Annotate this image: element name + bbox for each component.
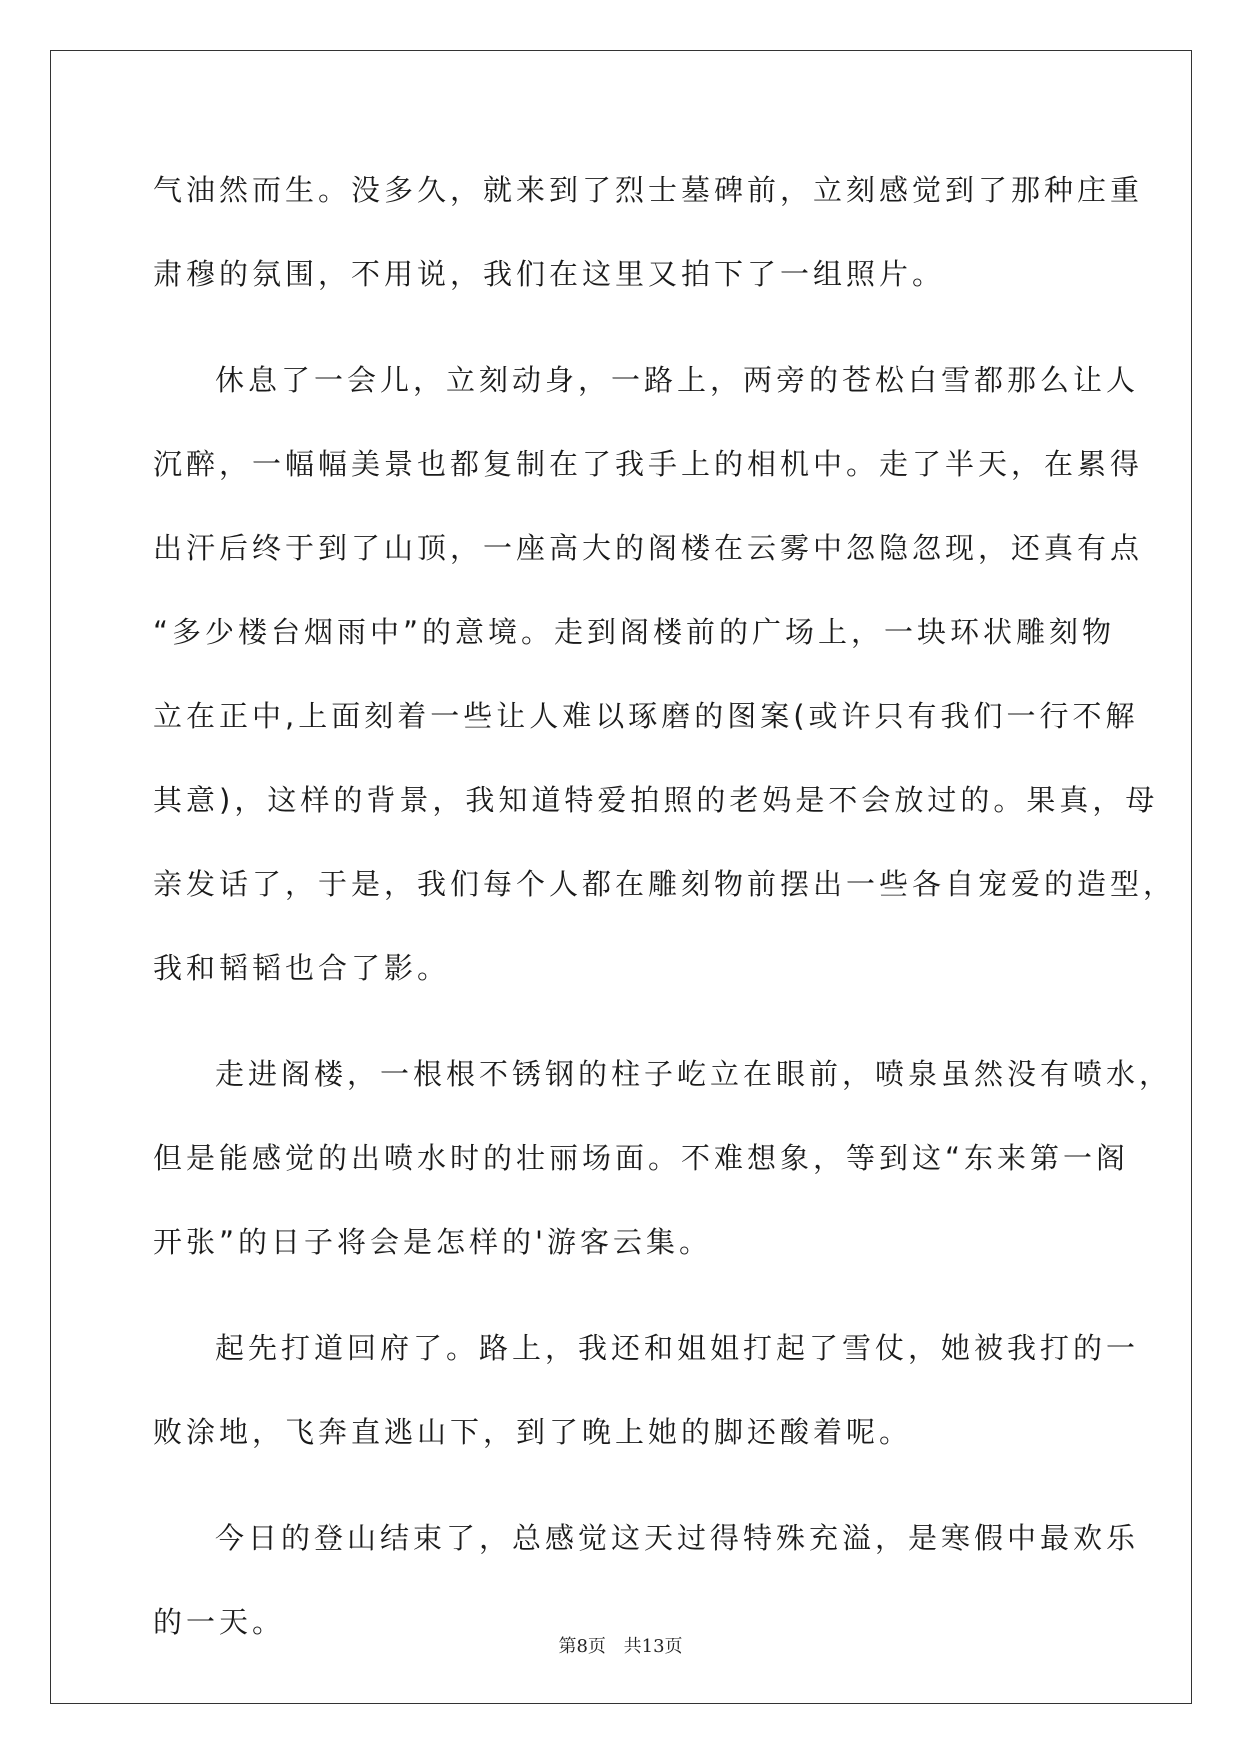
text-line: 出汗后终于到了山顶，一座高大的阁楼在云雾中忽隐忽现，还真有点 <box>153 531 1144 565</box>
text-line: 起先打道回府了。路上，我还和姐姐打起了雪仗，她被我打的一 <box>215 1331 1140 1365</box>
text-line: 我和韬韬也合了影。 <box>153 951 451 985</box>
text-line: 肃穆的氛围，不用说，我们在这里又拍下了一组照片。 <box>153 257 946 291</box>
text-line: 气油然而生。没多久，就来到了烈士墓碑前，立刻感觉到了那种庄重 <box>153 173 1144 207</box>
text-line: 败涂地，飞奔直逃山下，到了晚上她的脚还酸着呢。 <box>153 1415 913 1449</box>
paragraph-1 <box>153 148 1144 316</box>
text-line: 但是能感觉的出喷水时的壮丽场面。不难想象，等到这“东来第一阁 <box>153 1141 1130 1175</box>
text-line: 其意)，这样的背景，我知道特爱拍照的老妈是不会放过的。果真，母 <box>153 783 1159 817</box>
paragraph-3 <box>153 1032 1173 1284</box>
text-line: 的一天。 <box>153 1605 286 1639</box>
paragraph-4 <box>153 1306 1140 1474</box>
text-line: 走进阁楼，一根根不锈钢的柱子屹立在眼前，喷泉虽然没有喷水， <box>215 1057 1173 1091</box>
text-line: 今日的登山结束了，总感觉这天过得特殊充溢，是寒假中最欢乐 <box>215 1521 1140 1555</box>
paragraph-2 <box>153 338 1177 1010</box>
document-body <box>153 148 1177 1664</box>
text-line: 亲发话了，于是，我们每个人都在雕刻物前摆出一些各自宠爱的造型， <box>153 867 1177 901</box>
text-line: 沉醉，一幅幅美景也都复制在了我手上的相机中。走了半天，在累得 <box>153 447 1144 481</box>
text-line: 休息了一会儿，立刻动身，一路上，两旁的苍松白雪都那么让人 <box>215 363 1140 397</box>
text-line: 开张”的日子将会是怎样的'游客云集。 <box>153 1225 712 1259</box>
page-number: 第8页 共13页 <box>558 1636 683 1657</box>
text-line: 立在正中,上面刻着一些让人难以琢磨的图案(或许只有我们一行不解 <box>153 699 1139 733</box>
text-line: “多少楼台烟雨中”的意境。走到阁楼前的广场上，一块环状雕刻物 <box>153 615 1116 649</box>
